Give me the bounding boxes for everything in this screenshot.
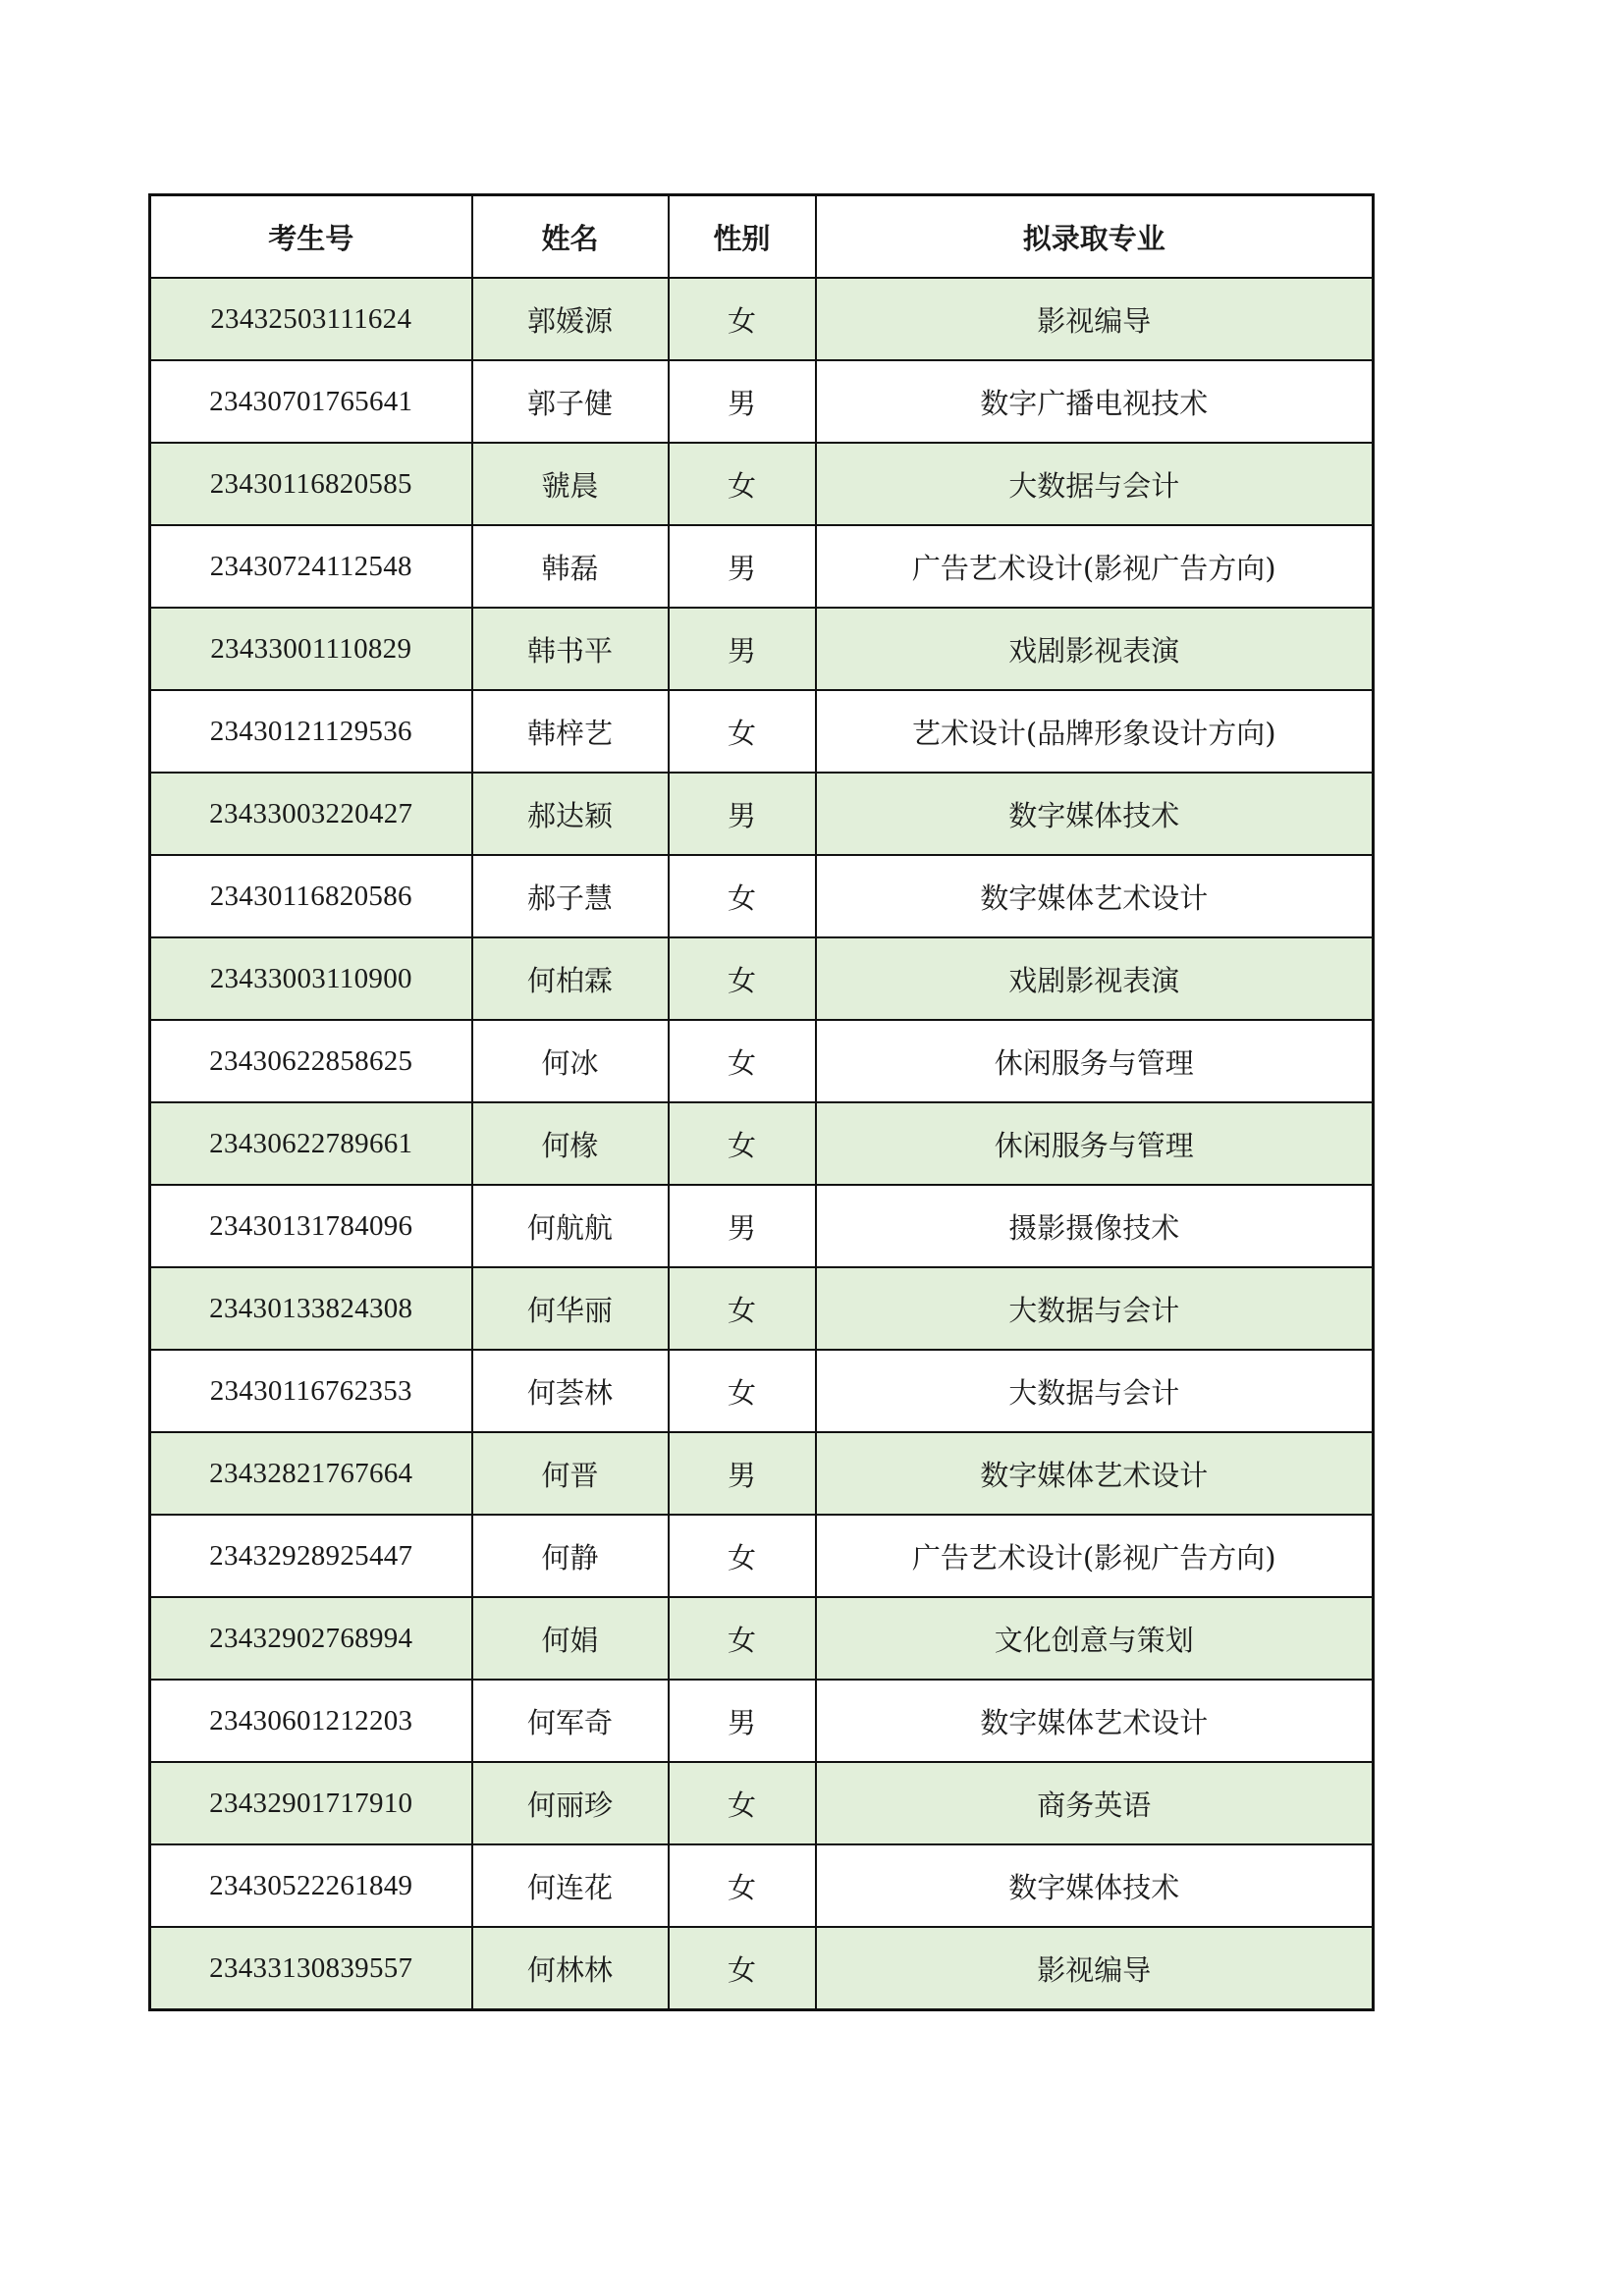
table-row (150, 1844, 1374, 1927)
gender-cell: 女 (669, 443, 816, 525)
gender-cell: 女 (669, 1762, 816, 1844)
table-row (150, 1432, 1374, 1515)
gender-cell: 男 (669, 1432, 816, 1515)
major-cell: 商务英语 (816, 1762, 1374, 1844)
name-cell: 郝子慧 (472, 855, 669, 937)
gender-cell: 女 (669, 1927, 816, 2010)
major-cell: 大数据与会计 (816, 1350, 1374, 1432)
table-row (150, 1185, 1374, 1267)
major-cell: 广告艺术设计(影视广告方向) (816, 1515, 1374, 1597)
gender-cell: 女 (669, 1844, 816, 1927)
table-row (150, 855, 1374, 937)
table-row (150, 1267, 1374, 1350)
exam-number-cell: 23433003220427 (150, 773, 472, 855)
header-exam-number: 考生号 (150, 195, 472, 279)
major-cell: 文化创意与策划 (816, 1597, 1374, 1680)
name-cell: 何柏霖 (472, 937, 669, 1020)
name-cell: 郭媛源 (472, 278, 669, 360)
table-body (150, 278, 1374, 2010)
name-cell: 虢晨 (472, 443, 669, 525)
header-name: 姓名 (472, 195, 669, 279)
major-cell: 数字媒体艺术设计 (816, 1680, 1374, 1762)
name-cell: 何椽 (472, 1102, 669, 1185)
major-cell: 休闲服务与管理 (816, 1102, 1374, 1185)
table-row (150, 1762, 1374, 1844)
major-cell: 影视编导 (816, 278, 1374, 360)
name-cell: 何静 (472, 1515, 669, 1597)
exam-number-cell: 23430121129536 (150, 690, 472, 773)
exam-number-cell: 23430622789661 (150, 1102, 472, 1185)
table-header (150, 195, 1374, 279)
exam-number-cell: 23430116762353 (150, 1350, 472, 1432)
major-cell: 广告艺术设计(影视广告方向) (816, 525, 1374, 608)
exam-number-cell: 23430133824308 (150, 1267, 472, 1350)
name-cell: 何娟 (472, 1597, 669, 1680)
major-cell: 数字广播电视技术 (816, 360, 1374, 443)
table-row (150, 278, 1374, 360)
gender-cell: 女 (669, 1020, 816, 1102)
name-cell: 韩磊 (472, 525, 669, 608)
major-cell: 摄影摄像技术 (816, 1185, 1374, 1267)
exam-number-cell: 23430116820585 (150, 443, 472, 525)
exam-number-cell: 23433130839557 (150, 1927, 472, 2010)
gender-cell: 男 (669, 360, 816, 443)
table-row (150, 443, 1374, 525)
exam-number-cell: 23432928925447 (150, 1515, 472, 1597)
table-row (150, 937, 1374, 1020)
table-row (150, 1350, 1374, 1432)
gender-cell: 男 (669, 1680, 816, 1762)
gender-cell: 女 (669, 1102, 816, 1185)
gender-cell: 男 (669, 608, 816, 690)
admission-table (148, 193, 1375, 2011)
table-row (150, 1597, 1374, 1680)
header-gender: 性别 (669, 195, 816, 279)
table-row (150, 360, 1374, 443)
exam-number-cell: 23430724112548 (150, 525, 472, 608)
major-cell: 数字媒体技术 (816, 1844, 1374, 1927)
exam-number-cell: 23430601212203 (150, 1680, 472, 1762)
name-cell: 何丽珍 (472, 1762, 669, 1844)
major-cell: 艺术设计(品牌形象设计方向) (816, 690, 1374, 773)
table-row (150, 1515, 1374, 1597)
exam-number-cell: 23430522261849 (150, 1844, 472, 1927)
exam-number-cell: 23430701765641 (150, 360, 472, 443)
table-row (150, 1020, 1374, 1102)
name-cell: 韩书平 (472, 608, 669, 690)
table-row (150, 690, 1374, 773)
gender-cell: 男 (669, 1185, 816, 1267)
major-cell: 数字媒体艺术设计 (816, 855, 1374, 937)
gender-cell: 女 (669, 690, 816, 773)
exam-number-cell: 23430131784096 (150, 1185, 472, 1267)
table-row (150, 608, 1374, 690)
exam-number-cell: 23433001110829 (150, 608, 472, 690)
table-row (150, 1680, 1374, 1762)
name-cell: 郭子健 (472, 360, 669, 443)
header-major: 拟录取专业 (816, 195, 1374, 279)
name-cell: 何华丽 (472, 1267, 669, 1350)
gender-cell: 女 (669, 937, 816, 1020)
header-row (150, 195, 1374, 279)
exam-number-cell: 23433003110900 (150, 937, 472, 1020)
exam-number-cell: 23430116820586 (150, 855, 472, 937)
major-cell: 休闲服务与管理 (816, 1020, 1374, 1102)
name-cell: 何军奇 (472, 1680, 669, 1762)
gender-cell: 女 (669, 1267, 816, 1350)
name-cell: 郝达颖 (472, 773, 669, 855)
exam-number-cell: 23432901717910 (150, 1762, 472, 1844)
major-cell: 大数据与会计 (816, 1267, 1374, 1350)
table-row (150, 1927, 1374, 2010)
table-row (150, 1102, 1374, 1185)
gender-cell: 女 (669, 1597, 816, 1680)
gender-cell: 男 (669, 773, 816, 855)
table-row (150, 525, 1374, 608)
major-cell: 大数据与会计 (816, 443, 1374, 525)
name-cell: 韩梓艺 (472, 690, 669, 773)
gender-cell: 女 (669, 855, 816, 937)
major-cell: 影视编导 (816, 1927, 1374, 2010)
name-cell: 何冰 (472, 1020, 669, 1102)
exam-number-cell: 23432902768994 (150, 1597, 472, 1680)
gender-cell: 男 (669, 525, 816, 608)
name-cell: 何连花 (472, 1844, 669, 1927)
major-cell: 戏剧影视表演 (816, 937, 1374, 1020)
name-cell: 何航航 (472, 1185, 669, 1267)
gender-cell: 女 (669, 1515, 816, 1597)
exam-number-cell: 23432821767664 (150, 1432, 472, 1515)
exam-number-cell: 23432503111624 (150, 278, 472, 360)
name-cell: 何荟林 (472, 1350, 669, 1432)
name-cell: 何晋 (472, 1432, 669, 1515)
gender-cell: 女 (669, 278, 816, 360)
name-cell: 何林林 (472, 1927, 669, 2010)
major-cell: 数字媒体技术 (816, 773, 1374, 855)
major-cell: 戏剧影视表演 (816, 608, 1374, 690)
table-row (150, 773, 1374, 855)
exam-number-cell: 23430622858625 (150, 1020, 472, 1102)
gender-cell: 女 (669, 1350, 816, 1432)
major-cell: 数字媒体艺术设计 (816, 1432, 1374, 1515)
